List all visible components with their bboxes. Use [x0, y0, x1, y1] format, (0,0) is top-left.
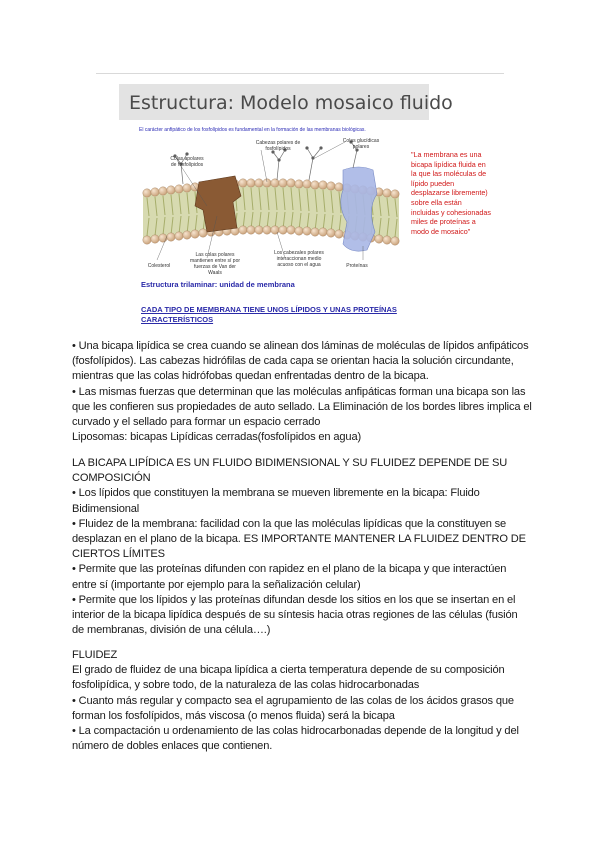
- label-colas-fuerzas: Las colas polares mantienen entre sí por fuerzas de Van der Waals: [189, 252, 241, 276]
- slide-subtitle: El carácter anfipático de los fosfolípidos es fundamental en la formación de las membranas biológicas.: [139, 127, 366, 133]
- label-cabezales-agua: Los cabezales polares interaccionan medio acuoso con el agua: [274, 250, 324, 268]
- trilaminar-caption: Estructura trilaminar: unidad de membrana: [141, 280, 295, 289]
- label-colesterol: Colesterol: [147, 263, 171, 269]
- paragraph-grado-fluidez: El grado de fluidez de una bicapa lipídica a cierta temperatura depende de su composición fosfolipídica, y sobre todo, de la naturaleza de las colas hidrocarbonadas: [72, 664, 505, 692]
- paragraph-fluidez-membrana: • Fluidez de la membrana: facilidad con la que las moléculas lipídicas que la constituyen se desplazan en el plano de la bicapa. ES IMPORTANTE MANTENER LA FLUIDEZ DENTRO DE CIERTOS LÍMITES: [72, 517, 526, 561]
- heading-fluido-bidimensional: LA BICAPA LIPÍDICA ES UN FLUIDO BIDIMENSIONAL Y SU FLUIDEZ DEPENDE DE SU COMPOSICIÓN: [72, 457, 508, 485]
- body-text-block-1: [72, 339, 532, 445]
- paragraph-compactacion: • La compactación u ordenamiento de las colas hidrocarbonadas depende de la longitud y del número de dobles enlaces que contienen.: [72, 725, 519, 753]
- paragraph-lipidos-difunden: • Permite que los lípidos y las proteínas difundan desde los sitios en los que se insertan en el interior de la bicapa lipídica después de su síntesis hacia otras regiones de las células (fusión de membranas, división de una célula….): [72, 593, 518, 637]
- protein-blue: [341, 167, 377, 251]
- label-colas-glucidicas: Colas glucídicas polares: [342, 138, 380, 150]
- paragraph-lipidos-mueven: • Los lípidos que constituyen la membrana se mueven libremente en la bicapa: Fluido Bidimensional: [72, 487, 480, 515]
- paragraph-fuerzas: • Las mismas fuerzas que determinan que las moléculas anfipáticas forman una bicapa son las que les confieren sus propiedades de auto sellado. La Eliminación de los bordes libres implica el curvado y el sellado para formar un espacio cerrado: [72, 385, 532, 429]
- paragraph-agrupamiento: • Cuanto más regular y compacto sea el agrupamiento de las colas de los ácidos grasos que forman los fosfolípidos, más viscosa (o menos fluida) será la bicapa: [72, 694, 514, 722]
- membrane-quote: "La membrana es una bicapa lipídica fluida en la que las moléculas de lípido pueden desplazarse libremente) sobre ella están incluidas y cohesionadas miles de proteínas a modo de mosaico": [411, 150, 491, 236]
- slide-title: Estructura: Modelo mosaico fluido: [129, 92, 453, 114]
- top-divider: [96, 73, 504, 74]
- label-colas-apolares: Colas apolares de fosfolípidos: [170, 156, 204, 168]
- label-cabezas-polares: Cabezas polares de fosfolípidos: [255, 140, 301, 152]
- paragraph-bicapa: • Una bicapa lipídica se crea cuando se alinean dos láminas de moléculas de lípidos anfipáticos (fosfolípidos). Las cabezas hidrófilas de cada capa se orientan hacia la solución circundante, mientras que las colas hidrófobas quedan enfrentadas dentro de la bicapa.: [72, 340, 529, 383]
- paragraph-liposomas: Liposomas: bicapas Lipídicas cerradas(fosfolípidos en agua): [72, 431, 362, 444]
- slide-title-band: [119, 84, 453, 120]
- paragraph-proteinas-difunden: • Permite que las proteínas difunden con rapidez en el plano de la bicapa y que interactúen entre sí (importante por ejemplo para la señalización celular): [72, 563, 507, 591]
- membrane-types-caption: CADA TIPO DE MEMBRANA TIENE UNOS LÍPIDOS Y UNAS PROTEÍNAS CARACTERÍSTICOS: [141, 305, 397, 324]
- heading-fluidez: FLUIDEZ: [72, 649, 118, 661]
- label-proteinas: Proteínas: [346, 263, 368, 269]
- slide-image: [113, 80, 493, 332]
- body-text-block-2: [72, 456, 532, 638]
- body-text-block-3: [72, 648, 532, 754]
